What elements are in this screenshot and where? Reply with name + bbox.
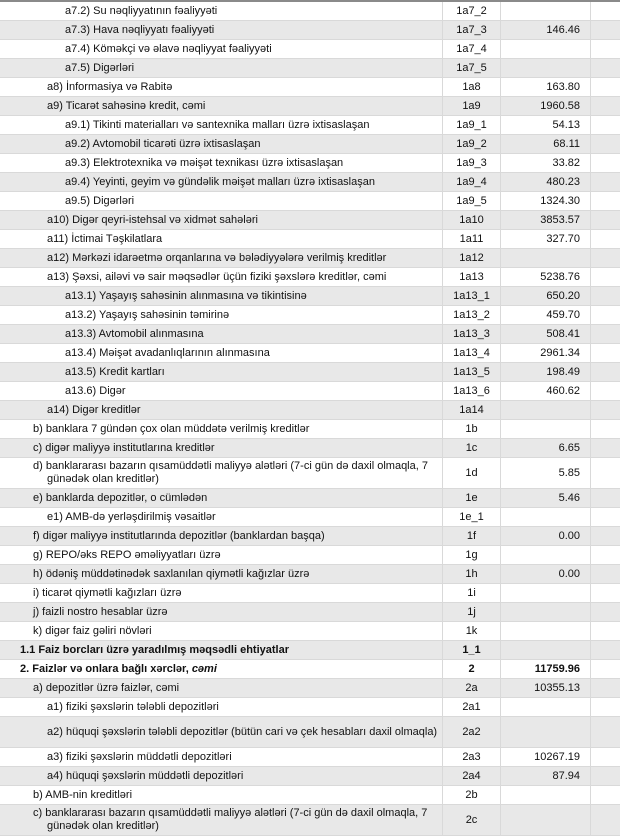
table-row	[0, 40, 620, 59]
row-indicator-label: b) AMB-nin kreditləri	[33, 788, 133, 801]
row-indicator-label: a13.2) Yaşayış sahəsinin təmirinə	[65, 308, 230, 321]
row-value: 0.00	[500, 565, 590, 583]
row-value	[500, 805, 590, 835]
row-indicator-label: h) ödəniş müddətinədək saxlanılan qiymətli kağızlar üzrə	[33, 567, 310, 580]
row-value: 5.85	[500, 458, 590, 488]
row-code: 1a7_5	[442, 59, 500, 77]
row-indicator-label: a1) fiziki şəxslərin tələbli depozitləri	[47, 700, 219, 713]
row-spacer	[590, 59, 620, 77]
table-row	[0, 805, 620, 836]
row-value: 1324.30	[500, 192, 590, 210]
row-spacer	[590, 363, 620, 381]
row-spacer	[590, 135, 620, 153]
row-spacer	[590, 344, 620, 362]
row-indicator-label: a10) Digər qeyri-istehsal və xidmət sahələri	[47, 213, 258, 226]
row-spacer	[590, 698, 620, 716]
row-code: 1a13_4	[442, 344, 500, 362]
row-indicator-label: a13) Şəxsi, ailəvi və sair məqsədlər üçün fiziki şəxslərə kreditlər, cəmi	[47, 270, 387, 283]
row-spacer	[590, 230, 620, 248]
row-indicator-label: a7.2) Su nəqliyyatının fəaliyyəti	[65, 4, 218, 17]
row-indicator-label: a14) Digər kreditlər	[47, 403, 141, 416]
table-row	[0, 192, 620, 211]
row-value: 480.23	[500, 173, 590, 191]
table-row	[0, 325, 620, 344]
row-indicator-label: a) depozitlər üzrə faizlər, cəmi	[33, 681, 180, 694]
row-code: 1a13_1	[442, 287, 500, 305]
table-row	[0, 767, 620, 786]
row-indicator-label: e) banklarda depozitlər, o cümlədən	[33, 491, 208, 504]
table-row	[0, 717, 620, 748]
row-value: 3853.57	[500, 211, 590, 229]
row-code: 2a	[442, 679, 500, 697]
row-indicator-label: a11) İctimai Təşkilatlara	[47, 232, 163, 245]
row-value: 5238.76	[500, 268, 590, 286]
row-value: 198.49	[500, 363, 590, 381]
row-spacer	[590, 439, 620, 457]
row-spacer	[590, 173, 620, 191]
row-spacer	[590, 420, 620, 438]
row-indicator-label: i) ticarət qiymətli kağızları üzrə	[33, 586, 182, 599]
table-row	[0, 420, 620, 439]
table-row	[0, 116, 620, 135]
row-indicator-label: c) banklararası bazarın qısamüddətli maliyyə alətləri (7-ci gün də daxil olmaqla, 7 günədək olan kreditlər)	[33, 807, 428, 832]
row-value: 1960.58	[500, 97, 590, 115]
row-indicator-label: a9.5) Digərləri	[65, 194, 135, 207]
row-spacer	[590, 717, 620, 747]
row-code: 1a9	[442, 97, 500, 115]
table-row	[0, 97, 620, 116]
row-code: 1a9_4	[442, 173, 500, 191]
row-indicator-label: a3) fiziki şəxslərin müddətli depozitləri	[47, 750, 232, 763]
table-row	[0, 78, 620, 97]
table-row	[0, 135, 620, 154]
table-row	[0, 154, 620, 173]
row-value	[500, 2, 590, 20]
row-value: 0.00	[500, 527, 590, 545]
table-row	[0, 489, 620, 508]
row-code: 1a7_4	[442, 40, 500, 58]
table-row	[0, 603, 620, 622]
row-indicator-label: a13.4) Məişət avadanlıqlarının alınmasına	[65, 346, 270, 359]
table-row	[0, 344, 620, 363]
row-value	[500, 584, 590, 602]
row-value: 11759.96	[500, 660, 590, 678]
row-indicator-label: g) REPO/əks REPO əməliyyatları üzrə	[33, 548, 221, 561]
row-spacer	[590, 660, 620, 678]
table-row	[0, 527, 620, 546]
row-value: 33.82	[500, 154, 590, 172]
row-indicator-label: f) digər maliyyə institutlarında depozitlər (banklardan başqa)	[33, 529, 325, 542]
row-spacer	[590, 2, 620, 20]
row-value	[500, 717, 590, 747]
table-row	[0, 173, 620, 192]
row-value	[500, 401, 590, 419]
row-spacer	[590, 679, 620, 697]
row-indicator-label: a12) Mərkəzi idarəetmə orqanlarına və bələdiyyələrə verilmiş kreditlər	[47, 251, 387, 264]
row-value: 5.46	[500, 489, 590, 507]
table-row	[0, 748, 620, 767]
row-indicator-label: a7.5) Digərləri	[65, 61, 135, 74]
row-spacer	[590, 401, 620, 419]
row-code: 2c	[442, 805, 500, 835]
row-indicator-label: a2) hüquqi şəxslərin tələbli depozitlər (bütün cari və çek hesabları daxil olmaqla)	[47, 725, 438, 738]
table-row	[0, 641, 620, 660]
row-value	[500, 59, 590, 77]
row-code: 1a13	[442, 268, 500, 286]
row-spacer	[590, 458, 620, 488]
row-spacer	[590, 78, 620, 96]
row-indicator-label: a8) İnformasiya və Rabitə	[47, 80, 173, 93]
row-spacer	[590, 40, 620, 58]
row-code: 1j	[442, 603, 500, 621]
row-value	[500, 420, 590, 438]
row-code: 1i	[442, 584, 500, 602]
row-spacer	[590, 584, 620, 602]
table-row	[0, 306, 620, 325]
table-row	[0, 2, 620, 21]
row-value	[500, 546, 590, 564]
row-indicator-label: a9.3) Elektrotexnika və məişət texnikası üzrə ixtisaslaşan	[65, 156, 344, 169]
row-value: 459.70	[500, 306, 590, 324]
table-row	[0, 363, 620, 382]
table-row	[0, 287, 620, 306]
row-indicator-label: d) banklararası bazarın qısamüddətli maliyyə alətləri (7-ci gün də daxil olmaqla, 7 günədək olan kreditlər)	[33, 460, 428, 485]
row-value: 54.13	[500, 116, 590, 134]
row-spacer	[590, 622, 620, 640]
row-spacer	[590, 249, 620, 267]
row-indicator-label: a9.4) Yeyinti, geyim və gündəlik məişət malları üzrə ixtisaslaşan	[65, 175, 375, 188]
row-spacer	[590, 97, 620, 115]
row-code: 2	[442, 660, 500, 678]
row-code: 1d	[442, 458, 500, 488]
row-code: 1a10	[442, 211, 500, 229]
row-code: 1a9_1	[442, 116, 500, 134]
table-row	[0, 211, 620, 230]
row-indicator-label: e1) AMB-də yerləşdirilmiş vəsaitlər	[47, 510, 216, 523]
table-row	[0, 546, 620, 565]
row-code: 2a3	[442, 748, 500, 766]
row-spacer	[590, 508, 620, 526]
row-code: 1a13_2	[442, 306, 500, 324]
row-indicator-label: a9.1) Tikinti materialları və santexnika malları üzrə ixtisaslaşan	[65, 118, 370, 131]
row-code: 1_1	[442, 641, 500, 659]
row-indicator-label: a9.2) Avtomobil ticarəti üzrə ixtisaslaşan	[65, 137, 261, 150]
row-spacer	[590, 116, 620, 134]
row-code: 1k	[442, 622, 500, 640]
row-code: 1a14	[442, 401, 500, 419]
row-value	[500, 603, 590, 621]
row-indicator-label: a13.5) Kredit kartları	[65, 365, 165, 378]
row-spacer	[590, 287, 620, 305]
table-row	[0, 59, 620, 78]
table-row	[0, 698, 620, 717]
row-indicator-label: c) digər maliyyə institutlarına kreditlər	[33, 441, 215, 454]
row-value: 146.46	[500, 21, 590, 39]
row-code: 2a1	[442, 698, 500, 716]
row-indicator-label: a4) hüquqi şəxslərin müddətli depozitləri	[47, 769, 244, 782]
row-code: 1a13_5	[442, 363, 500, 381]
row-spacer	[590, 748, 620, 766]
table-row	[0, 508, 620, 527]
row-value	[500, 698, 590, 716]
row-indicator-label: a7.4) Köməkçi və əlavə nəqliyyat fəaliyyəti	[65, 42, 272, 55]
row-value: 650.20	[500, 287, 590, 305]
row-spacer	[590, 192, 620, 210]
table-row	[0, 458, 620, 489]
row-spacer	[590, 641, 620, 659]
row-spacer	[590, 21, 620, 39]
row-code: 1a9_3	[442, 154, 500, 172]
row-code: 1h	[442, 565, 500, 583]
row-value: 68.11	[500, 135, 590, 153]
row-code: 1c	[442, 439, 500, 457]
row-spacer	[590, 546, 620, 564]
row-value	[500, 249, 590, 267]
row-spacer	[590, 382, 620, 400]
row-spacer	[590, 489, 620, 507]
table-row	[0, 622, 620, 641]
row-indicator-label: b) banklara 7 gündən çox olan müddətə verilmiş kreditlər	[33, 422, 310, 435]
row-spacer	[590, 603, 620, 621]
row-indicator-label: a9) Ticarət sahəsinə kredit, cəmi	[47, 99, 206, 112]
table-row	[0, 230, 620, 249]
row-value: 87.94	[500, 767, 590, 785]
row-code: 1f	[442, 527, 500, 545]
row-spacer	[590, 786, 620, 804]
row-value	[500, 622, 590, 640]
row-spacer	[590, 268, 620, 286]
row-value: 10355.13	[500, 679, 590, 697]
row-value	[500, 786, 590, 804]
row-spacer	[590, 306, 620, 324]
row-code: 1a13_6	[442, 382, 500, 400]
row-value	[500, 508, 590, 526]
table-row	[0, 268, 620, 287]
row-value	[500, 641, 590, 659]
row-code: 1a7_2	[442, 2, 500, 20]
row-value: 2961.34	[500, 344, 590, 362]
row-code: 1a9_5	[442, 192, 500, 210]
table-row	[0, 382, 620, 401]
row-spacer	[590, 211, 620, 229]
row-code: 1b	[442, 420, 500, 438]
row-code: 1g	[442, 546, 500, 564]
table-row	[0, 786, 620, 805]
row-spacer	[590, 325, 620, 343]
row-value: 508.41	[500, 325, 590, 343]
row-indicator-label: j) faizli nostro hesablar üzrə	[33, 605, 168, 618]
row-indicator-label: 2. Faizlər və onlara bağlı xərclər, cəmi	[20, 662, 217, 675]
table-row	[0, 660, 620, 679]
row-value: 460.62	[500, 382, 590, 400]
row-value: 163.80	[500, 78, 590, 96]
row-spacer	[590, 565, 620, 583]
row-code: 1a7_3	[442, 21, 500, 39]
row-code: 1e_1	[442, 508, 500, 526]
row-code: 2b	[442, 786, 500, 804]
row-spacer	[590, 154, 620, 172]
table-row	[0, 565, 620, 584]
table-row	[0, 401, 620, 420]
row-value: 10267.19	[500, 748, 590, 766]
row-value: 327.70	[500, 230, 590, 248]
row-code: 1a9_2	[442, 135, 500, 153]
row-code: 1a11	[442, 230, 500, 248]
row-code: 1a12	[442, 249, 500, 267]
row-indicator-label: k) digər faiz gəliri növləri	[33, 624, 152, 637]
row-spacer	[590, 805, 620, 835]
row-indicator-label: 1.1 Faiz borcları üzrə yaradılmış məqsədli ehtiyatlar	[20, 643, 290, 656]
row-code: 1a13_3	[442, 325, 500, 343]
row-value	[500, 40, 590, 58]
row-indicator-label: a13.3) Avtomobil alınmasına	[65, 327, 204, 340]
row-indicator-label: a13.1) Yaşayış sahəsinin alınmasına və tikintisinə	[65, 289, 307, 302]
row-code: 1e	[442, 489, 500, 507]
table-row	[0, 439, 620, 458]
row-spacer	[590, 767, 620, 785]
table-row	[0, 679, 620, 698]
row-indicator-label: a13.6) Digər	[65, 384, 126, 397]
row-code: 2a4	[442, 767, 500, 785]
table-row	[0, 21, 620, 40]
table-row	[0, 584, 620, 603]
row-code: 1a8	[442, 78, 500, 96]
table-row	[0, 249, 620, 268]
row-value: 6.65	[500, 439, 590, 457]
row-spacer	[590, 527, 620, 545]
row-indicator-label: a7.3) Hava nəqliyyatı fəaliyyəti	[65, 23, 215, 36]
row-code: 2a2	[442, 717, 500, 747]
